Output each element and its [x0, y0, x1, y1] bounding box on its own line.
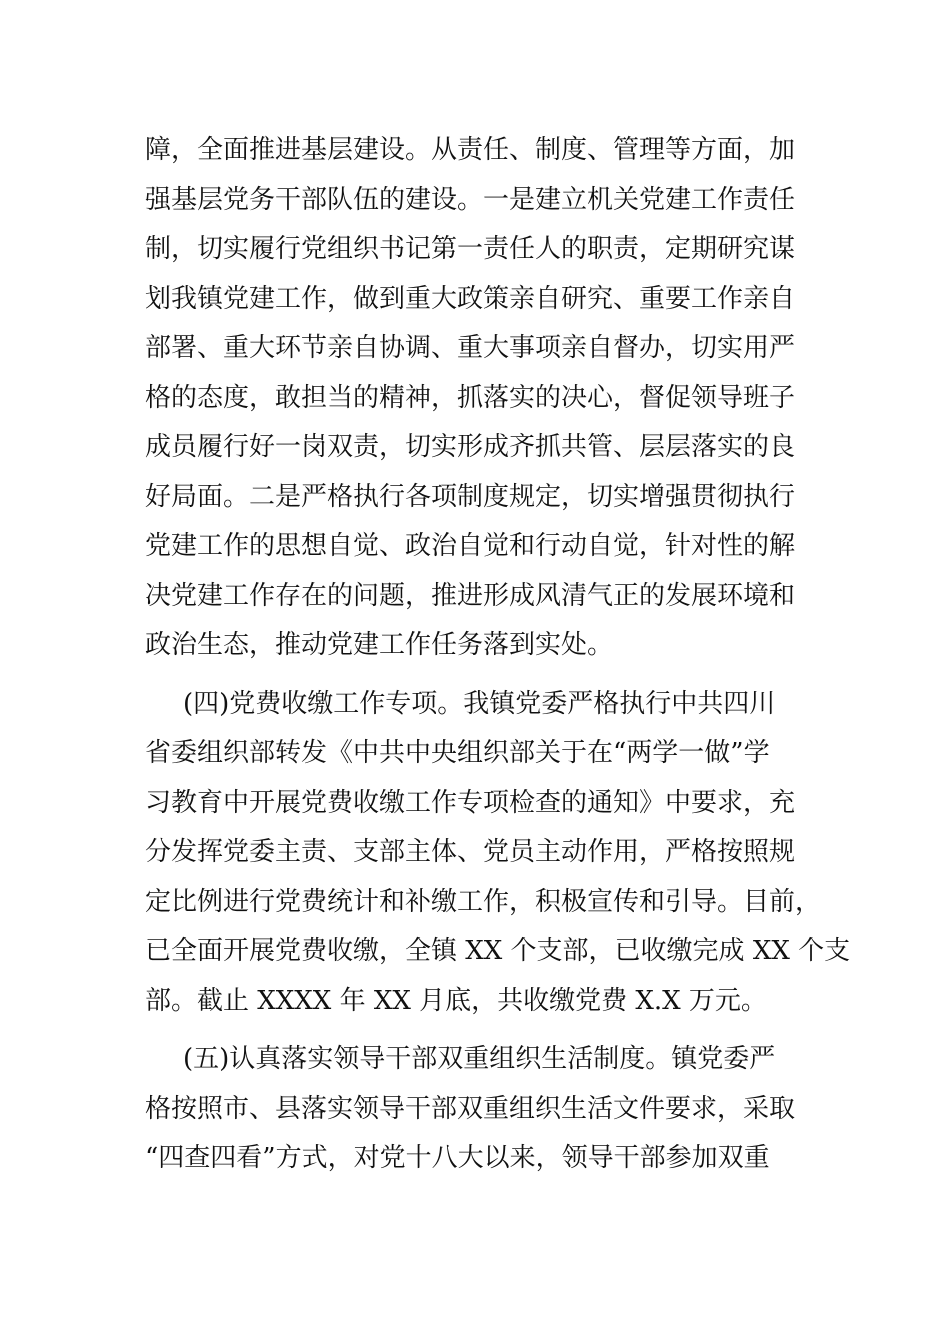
text-line: 省委组织部转发《中共中央组织部关于在“两学一做”学 [145, 738, 770, 768]
paragraph-party-building-continued [145, 126, 825, 671]
text-line: 政治生态，推动党建工作任务落到实处。 [145, 630, 614, 660]
text-line: 决党建工作存在的问题，推进形成风清气正的发展环境和 [145, 580, 796, 611]
text-line: 分发挥党委主责、支部主体、党员主动作用，严格按照规 [145, 837, 796, 867]
text-line: 障，全面推进基层建设。从责任、制度、管理等方面，加 [145, 135, 796, 165]
text-line: 格的态度，敢担当的精神，抓落实的决心，督促领导班子 [145, 382, 796, 413]
text-line: 划我镇党建工作，做到重大政策亲自研究、重要工作亲自 [145, 283, 796, 314]
text-line: “四查四看”方式，对党十八大以来，领导干部参加双重 [145, 1143, 770, 1173]
text-line: 部。截止 XXXX 年 XX 月底，共收缴党费 X.X 万元。 [145, 985, 767, 1016]
text-line: (五)认真落实领导干部双重组织生活制度。镇党委严 [183, 1044, 776, 1074]
text-line: 部署、重大环节亲自协调、重大事项亲自督办，切实用严 [145, 333, 796, 363]
paragraph-party-dues-collection [145, 680, 851, 1027]
text-line: 已全面开展党费收缴，全镇 XX 个支部，已收缴完成 XX 个支 [145, 936, 851, 966]
text-line: 成员履行好一岗双责，切实形成齐抓共管、层层落实的良 [145, 432, 796, 462]
document-body [145, 126, 851, 1184]
paragraph-spacer [145, 671, 825, 680]
text-line: 党建工作的思想自觉、政治自觉和行动自觉，针对性的解 [145, 531, 796, 561]
text-line: 好局面。二是严格执行各项制度规定，切实增强贯彻执行 [145, 481, 796, 512]
text-line: 定比例进行党费统计和补缴工作，积极宣传和引导。目前， [145, 886, 822, 917]
text-line: 习教育中开展党费收缴工作专项检查的通知》中要求，充 [145, 787, 796, 818]
text-line: 格按照市、县落实领导干部双重组织生活文件要求，采取 [145, 1093, 796, 1124]
paragraph-spacer [145, 1026, 825, 1035]
text-line: (四)党费收缴工作专项。我镇党委严格执行中共四川 [183, 688, 776, 719]
text-line: 制，切实履行党组织书记第一责任人的职责，定期研究谋 [145, 234, 796, 264]
paragraph-dual-organizational-life [145, 1035, 825, 1184]
text-line: 强基层党务干部队伍的建设。一是建立机关党建工作责任 [145, 184, 796, 215]
